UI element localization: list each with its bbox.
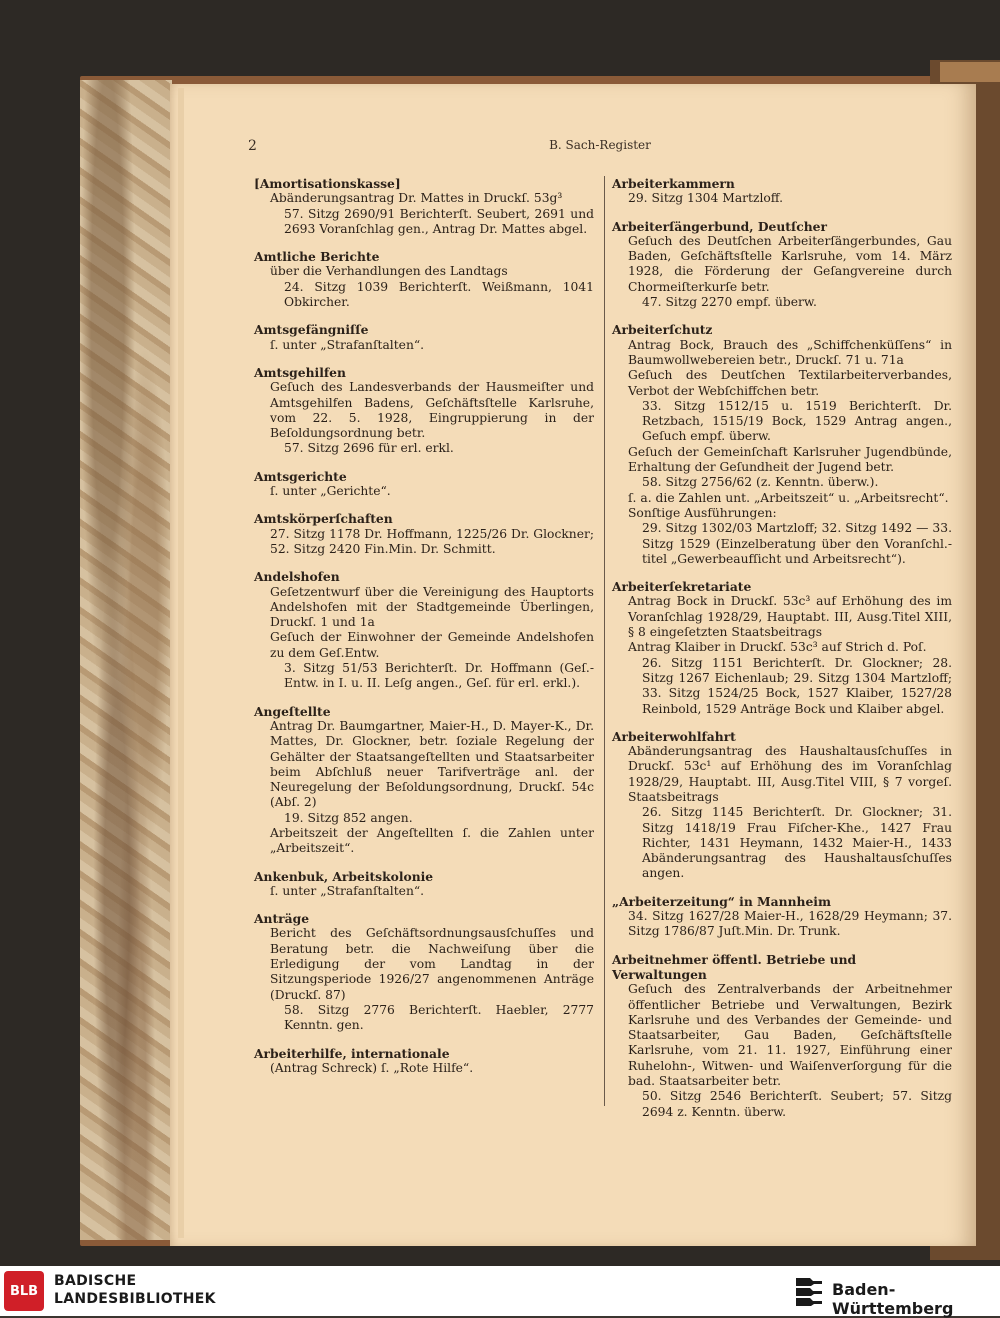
entry-heading: Arbeiterhilfe, internationale: [254, 1045, 450, 1061]
entry-heading: [Amortisationskasse]: [254, 176, 401, 191]
entry-heading: „Arbeiterzeitung“ in Mannheim: [612, 893, 831, 909]
entry-text: Geſuch des Landesverbands der Hausmeiſter und Amtsgehilfen Badens, Geſchäftsſtelle Karlsruhe, vom 22. 5. 1928, Eingruppierung in der Beſoldungsordnung betr.: [270, 380, 594, 441]
entry-heading: Angeſtellte: [254, 703, 331, 719]
footer-bar: [0, 1266, 1000, 1316]
entry-heading: Arbeitnehmer öffentl. Betriebe und Verwaltungen: [612, 951, 857, 982]
entry-text: Geſetzentwurf über die Vereinigung des Hauptorts Andelshofen mit der Stadtgemeinde Überlingen, Druckſ. 1 und 1a: [270, 584, 594, 630]
blb-line-1: BADISCHE: [54, 1273, 137, 1289]
entry-heading: Amtsgefängniſſe: [254, 322, 369, 338]
entry-text: ſ. unter „Strafanſtalten“.: [270, 883, 425, 898]
lions-crest-icon: [792, 1274, 826, 1308]
index-entry: [254, 249, 594, 310]
entry-reference: 58. Sitzg 2776 Berichterſt. Haebler, 2777 Kenntn. gen.: [284, 1002, 594, 1033]
index-entry: [254, 569, 594, 691]
entry-heading: Arbeiterſchutz: [612, 322, 713, 338]
index-entry: [254, 469, 594, 500]
entry-text: (Antrag Schreck) ſ. „Rote Hilfe“.: [270, 1060, 474, 1075]
index-entry: [612, 176, 952, 207]
index-entry: [254, 176, 594, 237]
index-entry: [254, 704, 594, 857]
entry-text: Arbeitszeit der Angeſtellten ſ. die Zahlen unter „Arbeitszeit“.: [270, 825, 594, 856]
left-column: [254, 176, 594, 1088]
page-number: 2: [248, 138, 257, 154]
entry-heading: Amtskörperſchaften: [254, 511, 393, 527]
entry-reference: 57. Sitzg 2696 für erl. erkl.: [284, 441, 454, 456]
entry-reference: 24. Sitzg 1039 Berichterſt. Weißmann, 1041 Obkircher.: [284, 279, 594, 310]
index-entry: [612, 729, 952, 882]
entry-text: Antrag Bock in Druckſ. 53c³ auf Erhöhung des im Voranſchlag 1928/29, Hauptabt. III, Ausg.Titel XIII, § 8 eingeſetzten Staatsbeitrags: [628, 594, 952, 640]
page-edge: [178, 88, 184, 1238]
marbled-endpaper: [80, 80, 172, 1240]
entry-reference: 50. Sitzg 2546 Berichterſt. Seubert; 57. Sitzg 2694 z. Kenntn. überw.: [642, 1089, 952, 1119]
entry-text: Geſuch des Zentralverbands der Arbeitnehmer öffentlicher Betriebe und Verwaltungen, Bezirk Karlsruhe und des Verbandes der Gemeinde- und Staatsarbeiter, Gau Baden, Geſchäftsſtelle Karlsruhe, vom 21. 11. 1927, Einführung einer Ruhelohn-, Witwen- und Waiſenverſorgung für die bad. Staatsarbeiter betr.: [628, 982, 952, 1089]
entry-text: Antrag Bock, Brauch des „Schiffchenküſſens“ in Baumwollwebereien betr., Druckſ. 71 u. 71a: [628, 337, 952, 367]
entry-text: Geſuch der Gemeinſchaft Karlsruher Jugendbünde, Erhaltung der Geſundheit der Jugend betr.: [628, 444, 952, 475]
bw-label[interactable]: Baden-Württemberg: [832, 1280, 954, 1318]
entry-reference: 58. Sitzg 2756/62 (z. Kenntn. überw.).: [642, 475, 879, 490]
entry-text: Geſuch des Deutſchen Textilarbeiterverbandes, Verbot der Webſchiffchen betr.: [628, 368, 952, 398]
entry-text: Sonſtige Ausführungen:: [628, 505, 777, 520]
entry-text: 34. Sitzg 1627/28 Maier-H., 1628/29 Heymann; 37. Sitzg 1786/87 Juſt.Min. Dr. Trunk.: [628, 909, 952, 939]
entry-text: 27. Sitzg 1178 Dr. Hoffmann, 1225/26 Dr. Glockner; 52. Sitzg 2420 Fin.Min. Dr. Schmitt.: [270, 526, 594, 556]
blb-name[interactable]: [54, 1272, 216, 1308]
entry-reference: 26. Sitzg 1151 Berichterſt. Dr. Glockner; 28. Sitzg 1267 Eichenlaub; 29. Sitzg 1304 Martzloff; 33. Sitzg 1524/25 Bock, 1527 Klaiber, 1527/28 Reinbold, 1529 Anträge Bock und Klaiber abgel.: [642, 655, 952, 716]
entry-text: ſ. a. die Zahlen unt. „Arbeitszeit“ u. „Arbeitsrecht“.: [628, 490, 949, 505]
entry-reference: 19. Sitzg 852 angen.: [284, 810, 413, 825]
entry-heading: Anträge: [254, 911, 310, 927]
entry-reference: 26. Sitzg 1145 Berichterſt. Dr. Glockner; 31. Sitzg 1418/19 Frau Fiſcher-Khe., 1427 Frau Richter, 1431 Heymann, 1432 Maier-H., 1433 Abänderungsantrag des Haushaltausſchuſſes angen.: [642, 805, 952, 881]
entry-text: über die Verhandlungen des Landtags: [270, 264, 508, 279]
entry-reference: 57. Sitzg 2690/91 Berichterſt. Seubert, 2691 und 2693 Voranſchlag gen., Antrag Dr. Mattes abgel.: [284, 206, 594, 236]
entry-text: ſ. unter „Gerichte“.: [270, 484, 391, 499]
entry-text: 29. Sitzg 1304 Martzloff.: [628, 191, 783, 206]
index-entry: [612, 579, 952, 717]
entry-reference: 29. Sitzg 1302/03 Martzloff; 32. Sitzg 1492 — 33. Sitzg 1529 (Einzelberatung über den Voranſchl.-titel „Gewerbeaufſicht und Arbeitsrecht“).: [642, 521, 952, 566]
index-entry: [254, 869, 594, 900]
blb-line-2: LANDESBIBLIOTHEK: [54, 1291, 216, 1307]
entry-text: Antrag Klaiber in Druckſ. 53c³ auf Strich d. Poſ.: [628, 640, 927, 655]
entry-text: Abänderungsantrag des Haushaltausſchuſſes in Druckſ. 53c¹ auf Erhöhung des im Voranſchlag 1928/29, Hauptabt. III, Ausg.Titel VIII, § 7 vorgeſ. Staatsbeitrags: [628, 744, 952, 804]
index-entry: [612, 952, 952, 1120]
blb-logo[interactable]: BLB: [4, 1271, 44, 1311]
index-entry: [254, 511, 594, 557]
entry-heading: Amtsgerichte: [254, 468, 347, 484]
entry-heading: Arbeiterwohlfahrt: [612, 728, 736, 744]
entry-heading: Ankenbuk, Arbeitskolonie: [254, 868, 434, 884]
entry-heading: Arbeiterkammern: [612, 176, 735, 191]
entry-text: Antrag Dr. Baumgartner, Maier-H., D. Mayer-K., Dr. Mattes, Dr. Glockner, betr. ſoziale Regelung der Gehälter der Staatsangeſtellten und Staatsarbeiter beim Abſchluß neuer Tarifverträge anl. der Neuregelung der Beſoldungsordnung, Druckſ. 54c (Abſ. 2): [270, 718, 594, 810]
entry-reference: 33. Sitzg 1512/15 u. 1519 Berichterſt. Dr. Retzbach, 1515/19 Bock, 1529 Antrag angen., Geſuch empf. überw.: [642, 398, 952, 444]
entry-heading: Amtliche Berichte: [254, 249, 380, 265]
entry-text: Bericht des Geſchäftsordnungsausſchuſſes und Beratung betr. die Nachweiſung über die Erledigung der vom Landtag in der Sitzungsperiode 1926/27 angenommenen Anträge (Druckſ. 87): [270, 926, 594, 1002]
index-entry: [254, 322, 594, 353]
spine-highlight: [940, 62, 1000, 82]
entry-text: ſ. unter „Strafanſtalten“.: [270, 337, 425, 352]
right-column: [612, 176, 952, 1132]
index-entry: [612, 219, 952, 311]
entry-reference: 47. Sitzg 2270 empf. überw.: [642, 295, 817, 310]
entry-heading: Andelshofen: [254, 569, 340, 585]
index-entry: [612, 322, 952, 567]
entry-text: Geſuch des Deutſchen Arbeiterſängerbundes, Gau Baden, Geſchäftsſtelle Karlsruhe, vom 14. März 1928, die Förderung der Geſangvereine durch Chormeiſterkurſe betr.: [628, 233, 952, 294]
running-title: B. Sach-Register: [549, 138, 651, 152]
column-rule: [604, 176, 605, 1106]
entry-heading: Amtsgehilfen: [254, 364, 346, 380]
entry-text: Abänderungsantrag Dr. Mattes in Druckſ. 53g³: [270, 191, 563, 206]
index-entry: [254, 1046, 594, 1077]
entry-reference: 3. Sitzg 51/53 Berichterſt. Dr. Hoffmann (Geſ.-Entw. in I. u. II. Leſg angen., Geſ. für erl. erkl.).: [284, 661, 594, 691]
index-entry: [612, 894, 952, 940]
index-entry: [254, 365, 594, 457]
entry-heading: Arbeiterſängerbund, Deutſcher: [612, 218, 827, 234]
index-entry: [254, 911, 594, 1033]
entry-heading: Arbeiterſekretariate: [612, 579, 752, 595]
entry-text: Geſuch der Einwohner der Gemeinde Andelshofen zu dem Geſ.Entw.: [270, 630, 594, 660]
